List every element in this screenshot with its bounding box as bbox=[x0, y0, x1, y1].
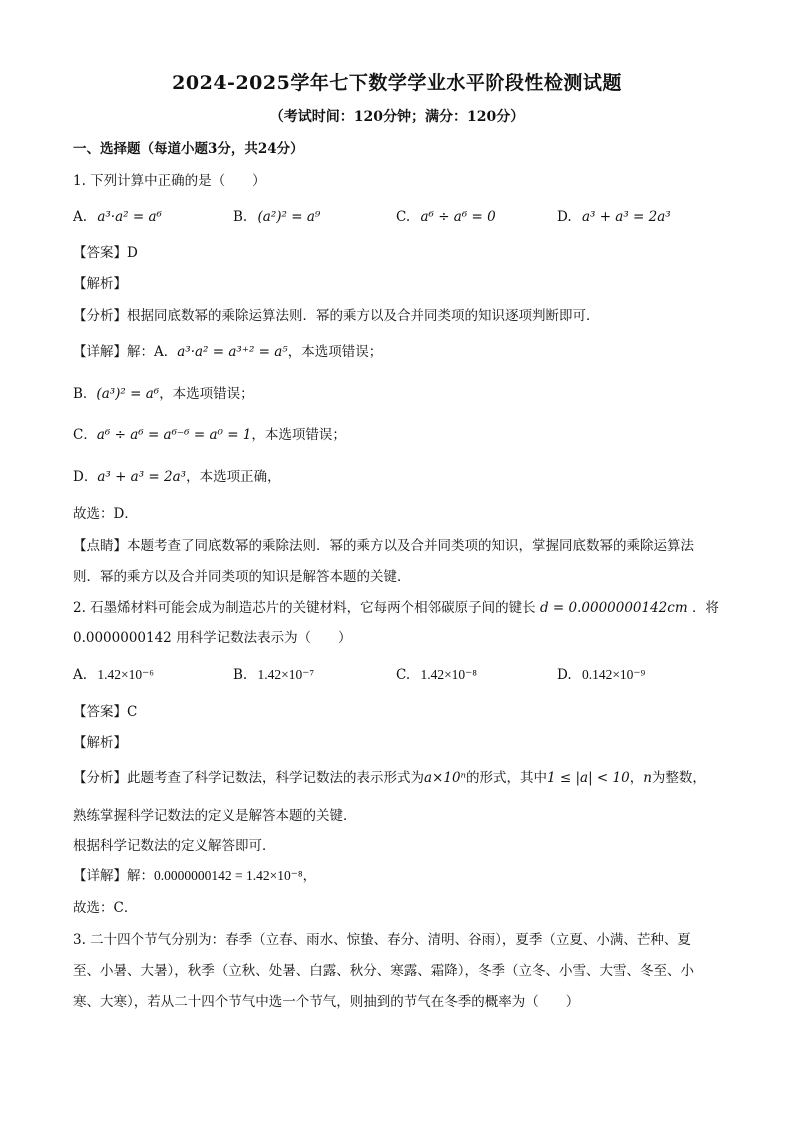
q2-analysis-text: 【分析】此题考查了科学记数法，科学记数法的表示形式为 bbox=[73, 770, 424, 786]
q1-detail-c-suffix: ，本选项错误； bbox=[251, 427, 346, 443]
q2-option-a-expr: 1.42×10⁻⁶ bbox=[97, 667, 154, 682]
q1-option-c-label: C. bbox=[396, 209, 411, 225]
q2-analysis-line1 bbox=[73, 768, 706, 788]
q2-option-d bbox=[557, 665, 645, 685]
q1-detail-d-prefix: D． bbox=[73, 469, 98, 485]
q2-stem-expr: d = 0.0000000142cm bbox=[539, 600, 688, 616]
q2-option-b-expr: 1.42×10⁻⁷ bbox=[257, 667, 315, 682]
q1-detail-c-prefix: C． bbox=[73, 427, 97, 443]
q1-detail-a-suffix: ，本选项错误； bbox=[287, 344, 383, 360]
q1-analysis: 【分析】根据同底数幂的乘除运算法则．幂的乘方以及合并同类项的知识逐项判断即可． bbox=[73, 308, 600, 324]
q1-option-c-expr: a⁶ ÷ a⁶ = 0 bbox=[420, 209, 496, 225]
q2-stem-text: 2. 石墨烯材料可能会成为制造芯片的关键材料，它每两个相邻碳原子间的键长 bbox=[73, 600, 536, 616]
q1-answer: 【答案】D bbox=[73, 245, 138, 261]
q1-detail-a bbox=[73, 342, 382, 362]
q2-analysis-text2: 的形式，其中 bbox=[466, 770, 548, 786]
q1-detail-d-expr: a³ + a³ = 2a³ bbox=[97, 469, 187, 485]
q2-choose: 故选：C． bbox=[73, 900, 138, 916]
q2-option-a bbox=[73, 665, 154, 685]
q2-detail-prefix: 【详解】解： bbox=[73, 868, 154, 884]
q1-comment-line1: 【点睛】本题考查了同底数幂的乘除法则．幂的乘方以及合并同类项的知识，掌握同底数幂的乘除运算法 bbox=[73, 538, 694, 554]
q2-stem-line2: 0.0000000142 用科学记数法表示为（ ） bbox=[73, 630, 352, 646]
q1-choose: 故选：D． bbox=[73, 506, 138, 522]
q3-stem-line3: 寒、大寒），若从二十四个节气中选一个节气，则抽到的节气在冬季的概率为（ ） bbox=[73, 994, 580, 1010]
q1-option-d-label: D. bbox=[557, 209, 572, 225]
q2-option-c bbox=[396, 665, 477, 685]
q1-option-a-label: A. bbox=[73, 209, 88, 225]
q2-option-b-label: B. bbox=[233, 667, 248, 683]
q1-detail-b bbox=[73, 384, 254, 404]
q1-detail-b-expr: (a³)² = a⁶ bbox=[96, 386, 160, 402]
q1-detail-c-expr: a⁶ ÷ a⁶ = a⁶⁻⁶ = a⁰ = 1 bbox=[96, 427, 252, 443]
q2-analysis-line2: 熟练掌握科学记数法的定义是解答本题的关键． bbox=[73, 808, 357, 824]
q1-detail-d-suffix: ，本选项正确， bbox=[186, 469, 281, 485]
q1-analysis-tag: 【解析】 bbox=[73, 276, 127, 292]
q1-option-d bbox=[557, 207, 671, 227]
section-heading: 一、选择题（每道小题3分，共24分） bbox=[73, 141, 304, 157]
q2-analysis-line3: 根据科学记数法的定义解答即可． bbox=[73, 838, 276, 854]
q1-option-b-label: B. bbox=[233, 209, 248, 225]
q1-stem: 1. 下列计算中正确的是（ ） bbox=[73, 173, 266, 189]
q2-stem-tail: ．将 bbox=[691, 600, 719, 616]
q2-option-b bbox=[233, 665, 314, 685]
q2-stem-line1 bbox=[73, 598, 719, 618]
q1-option-a-expr: a³·a² = a⁶ bbox=[97, 209, 162, 225]
q1-detail-b-prefix: B． bbox=[73, 386, 97, 402]
q2-analysis-expr: a×10ⁿ bbox=[424, 770, 467, 786]
q2-detail bbox=[73, 866, 316, 886]
q2-option-a-label: A. bbox=[73, 667, 88, 683]
q2-analysis-range: 1 ≤ |a| < 10 bbox=[547, 770, 630, 786]
q2-detail-suffix: ， bbox=[302, 868, 317, 884]
q1-detail-b-suffix: ，本选项错误； bbox=[159, 386, 254, 402]
q1-detail-d bbox=[73, 467, 281, 487]
q2-detail-expr: 0.0000000142 = 1.42×10⁻⁸ bbox=[154, 868, 303, 883]
q1-option-b bbox=[233, 207, 320, 227]
q2-analysis-tag: 【解析】 bbox=[73, 735, 127, 751]
q2-option-d-label: D. bbox=[557, 667, 572, 683]
q2-option-d-expr: 0.142×10⁻⁹ bbox=[581, 667, 646, 682]
q2-analysis-text3: 为整数， bbox=[651, 770, 706, 786]
q3-stem-line1: 3. 二十四个节气分别为：春季（立春、雨水、惊蛰、春分、清明、谷雨），夏季（立夏、小满、芒种、夏 bbox=[73, 932, 691, 948]
q2-analysis-comma: ， bbox=[629, 770, 644, 786]
q1-detail-a-expr: a³·a² = a³⁺² = a⁵ bbox=[177, 344, 288, 360]
q1-option-c bbox=[396, 207, 496, 227]
q2-option-c-expr: 1.42×10⁻⁸ bbox=[420, 667, 478, 682]
q1-option-a bbox=[73, 207, 162, 227]
q3-stem-line2: 至、小暑、大暑），秋季（立秋、处暑、白露、秋分、寒露、霜降），冬季（立冬、小雪、大雪、冬至、小 bbox=[73, 963, 694, 979]
q2-option-c-label: C. bbox=[396, 667, 411, 683]
q2-answer: 【答案】C bbox=[73, 704, 138, 720]
exam-info: （考试时间：120分钟；满分：120分） bbox=[269, 109, 525, 125]
q1-detail-prefix: 【详解】解：A． bbox=[73, 344, 178, 360]
page-title: 2024-2025学年七下数学学业水平阶段性检测试题 bbox=[172, 72, 622, 94]
q2-analysis-n: n bbox=[643, 770, 652, 786]
q1-comment-line2: 则．幂的乘方以及合并同类项的知识是解答本题的关键． bbox=[73, 569, 411, 585]
q1-detail-c bbox=[73, 425, 346, 445]
q1-option-d-expr: a³ + a³ = 2a³ bbox=[581, 209, 671, 225]
q1-option-b-expr: (a²)² = a⁹ bbox=[257, 209, 321, 225]
